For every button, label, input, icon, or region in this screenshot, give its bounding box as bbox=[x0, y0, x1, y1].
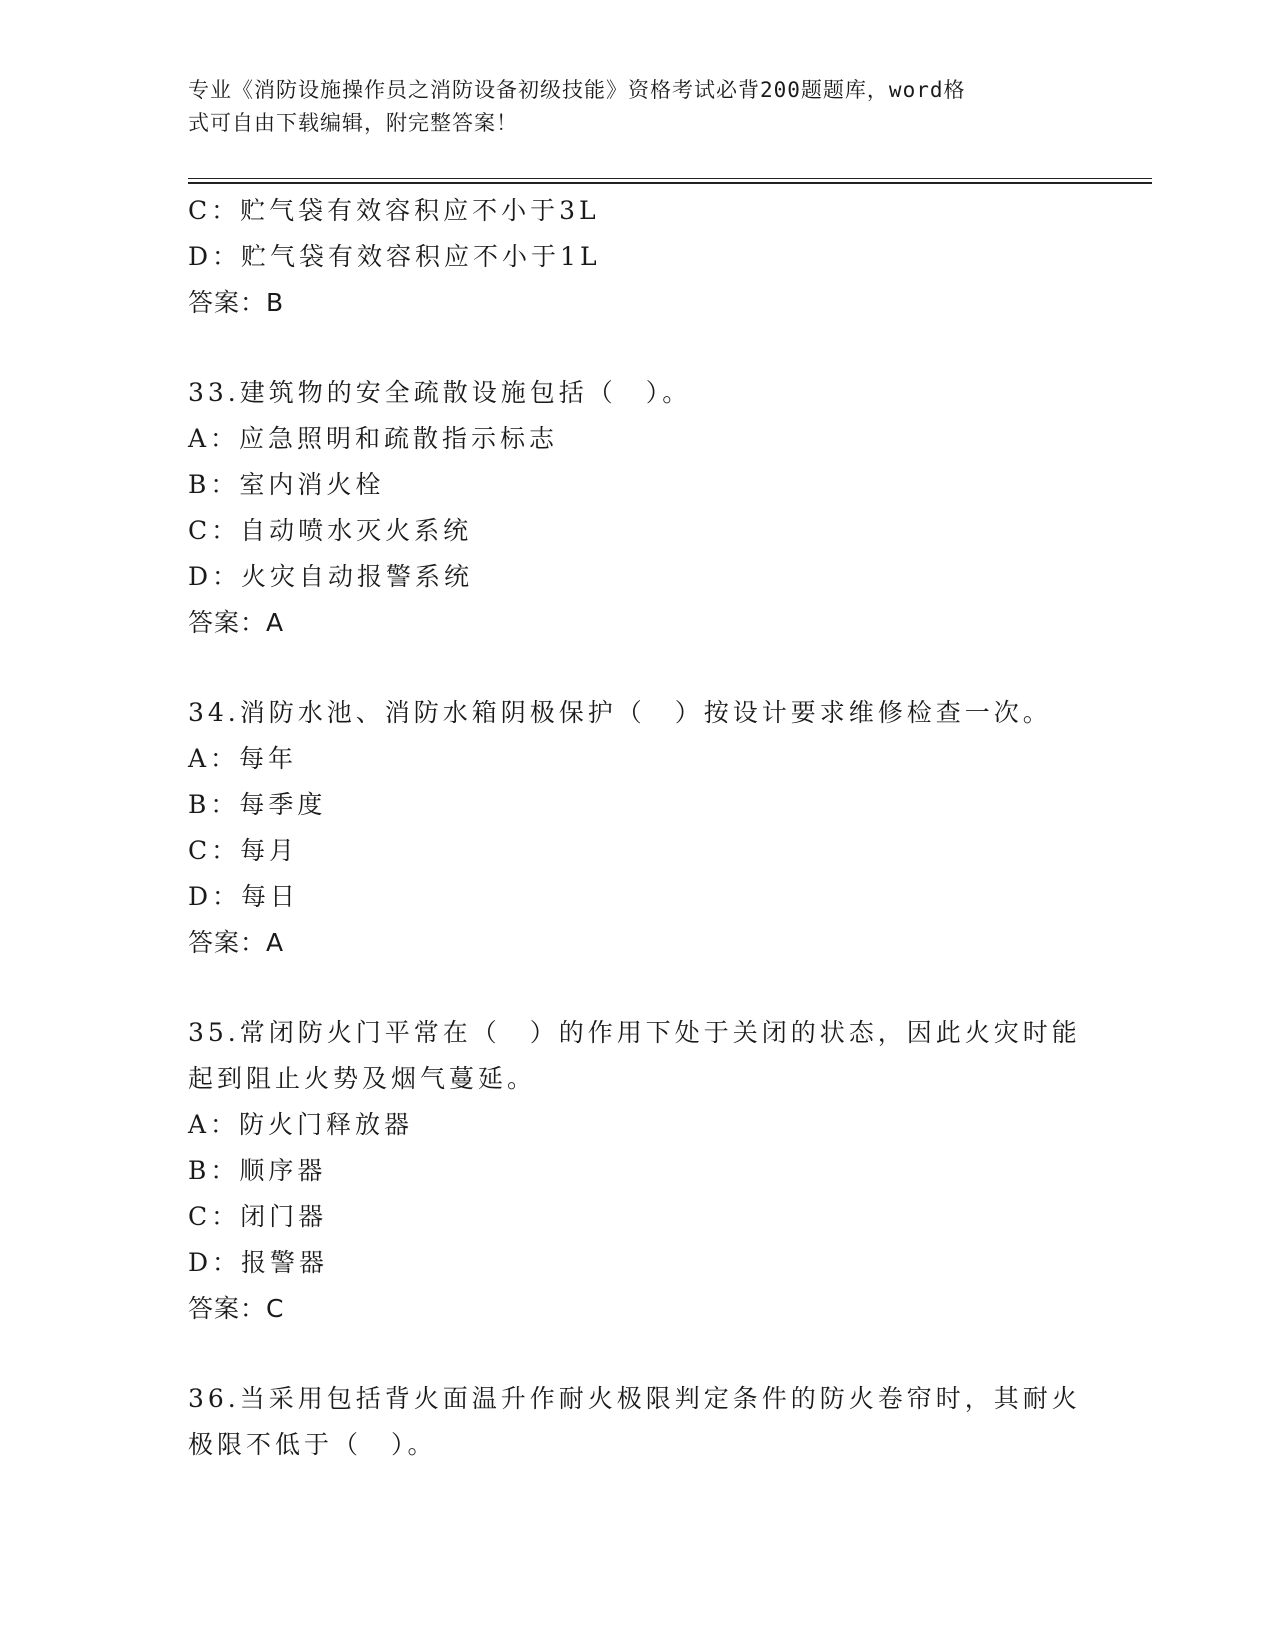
answer-label: 答案：B bbox=[188, 288, 285, 317]
option-b: B：室内消火栓 bbox=[188, 470, 385, 499]
option-c: C：每月 bbox=[188, 836, 299, 865]
option-c: C：闭门器 bbox=[188, 1202, 328, 1231]
question-33 bbox=[188, 370, 1088, 646]
option-d: D：报警器 bbox=[188, 1248, 329, 1277]
spacer bbox=[188, 966, 1088, 1010]
question-list bbox=[188, 188, 1088, 1468]
option-d: D：火灾自动报警系统 bbox=[188, 562, 474, 591]
question-35 bbox=[188, 1010, 1088, 1332]
question-36 bbox=[188, 1376, 1088, 1468]
option-a: A：防火门释放器 bbox=[188, 1110, 414, 1139]
spacer bbox=[188, 326, 1088, 370]
header-divider-thin bbox=[188, 178, 1152, 179]
question-34 bbox=[188, 690, 1088, 966]
option-b: B：顺序器 bbox=[188, 1156, 327, 1185]
option-c: C：自动喷水灭火系统 bbox=[188, 516, 473, 545]
option-d: D：贮气袋有效容积应不小于1L bbox=[188, 242, 601, 271]
header-line-1: 专业《消防设施操作员之消防设备初级技能》资格考试必背200题题库，word格 bbox=[188, 78, 966, 102]
header-divider-thick bbox=[188, 182, 1152, 184]
answer-label: 答案：C bbox=[188, 1294, 285, 1323]
question-32-tail bbox=[188, 188, 1088, 326]
document-header bbox=[188, 74, 1068, 140]
question-stem-line-2: 起到阻止火势及烟气蔓延。 bbox=[188, 1064, 537, 1093]
option-b: B：每季度 bbox=[188, 790, 327, 819]
question-stem-line-1: 35.常闭防火门平常在（ ）的作用下处于关闭的状态，因此火灾时能 bbox=[188, 1018, 1081, 1047]
question-stem: 33.建筑物的安全疏散设施包括（ ）。 bbox=[188, 378, 692, 407]
header-line-2: 式可自由下载编辑，附完整答案！ bbox=[188, 111, 518, 135]
spacer bbox=[188, 646, 1088, 690]
question-stem: 34.消防水池、消防水箱阴极保护（ ）按设计要求维修检查一次。 bbox=[188, 698, 1052, 727]
option-a: A：应急照明和疏散指示标志 bbox=[188, 424, 559, 453]
spacer bbox=[188, 1332, 1088, 1376]
question-stem-line-2: 极限不低于（ ）。 bbox=[188, 1430, 437, 1459]
option-a: A：每年 bbox=[188, 744, 298, 773]
option-d: D：每日 bbox=[188, 882, 300, 911]
answer-label: 答案：A bbox=[188, 608, 285, 637]
option-c: C：贮气袋有效容积应不小于3L bbox=[188, 196, 600, 225]
question-stem-line-1: 36.当采用包括背火面温升作耐火极限判定条件的防火卷帘时，其耐火 bbox=[188, 1384, 1081, 1413]
answer-label: 答案：A bbox=[188, 928, 285, 957]
